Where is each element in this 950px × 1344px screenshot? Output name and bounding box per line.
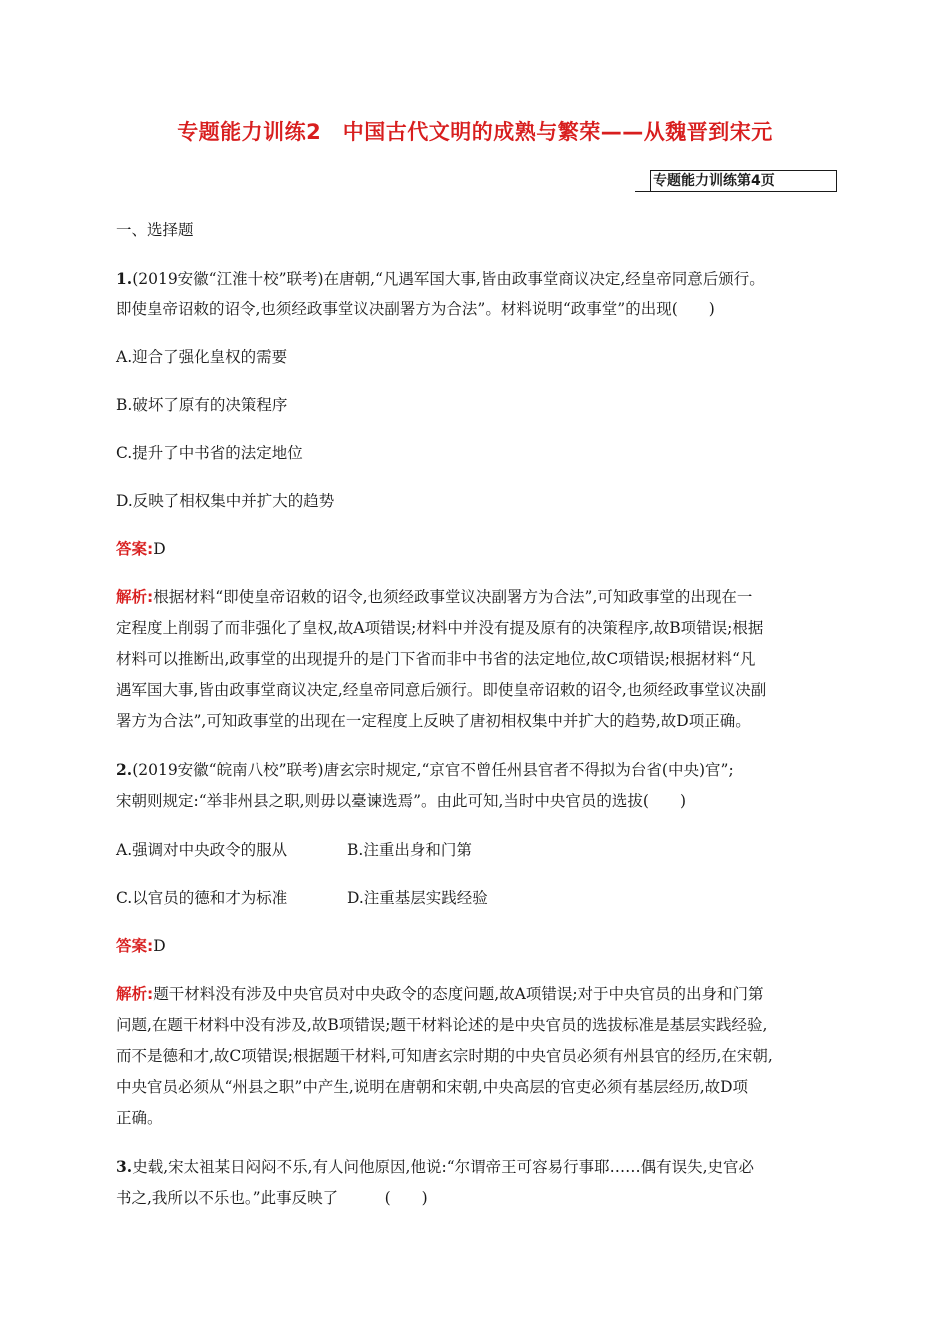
q2-analysis-line-5: 正确。 bbox=[116, 1109, 163, 1127]
q2-analysis-line-4: 中央官员必须从“州县之职”中产生,说明在唐朝和宋朝,中央高层的官吏必须有基层经历,故D项 bbox=[116, 1078, 749, 1096]
q1-analysis-line-1 bbox=[116, 587, 752, 607]
q1-number: 1. bbox=[116, 269, 133, 288]
q2-analysis-line-1 bbox=[116, 984, 764, 1004]
q2-analysis-line-2: 问题,在题干材料中没有涉及,故B项错误;题干材料论述的是中央官员的选拔标准是基层实践经验, bbox=[116, 1016, 768, 1034]
section-heading: 一、选择题 bbox=[116, 221, 194, 239]
q1-option-a: A.迎合了强化皇权的需要 bbox=[116, 348, 288, 366]
q2-answer bbox=[116, 936, 166, 956]
q1-stem-text-1: (2019安徽“江淮十校”联考)在唐朝,“凡遇军国大事,皆由政事堂商议决定,经皇帝同意后颁行。 bbox=[132, 270, 765, 288]
q2-analysis-line-3: 而不是德和才,故C项错误;根据题干材料,可知唐玄宗时期的中央官员必须有州县官的经历,在宋朝, bbox=[116, 1047, 773, 1065]
q1-analysis-text-1: 根据材料“即使皇帝诏敕的诏令,也须经政事堂议决副署方为合法”,可知政事堂的出现在一 bbox=[153, 588, 753, 606]
q2-option-b: B.注重出身和门第 bbox=[347, 841, 472, 859]
q1-analysis-line-3: 材料可以推断出,政事堂的出现提升的是门下省而非中书省的法定地位,故C项错误;根据材料“凡 bbox=[116, 650, 756, 668]
q2-option-a: A.强调对中央政令的服从 bbox=[116, 841, 288, 859]
q2-number: 2. bbox=[116, 760, 133, 779]
q1-stem-line-2: 即使皇帝诏敕的诏令,也须经政事堂议决副署方为合法”。材料说明“政事堂”的出现( ) bbox=[116, 300, 715, 318]
q3-stem-text-1: 史载,宋太祖某日闷闷不乐,有人问他原因,他说:“尔谓帝王可容易行事耶……偶有误失,史官必 bbox=[132, 1158, 755, 1176]
q2-stem-line-2: 宋朝则规定:“举非州县之职,则毋以臺谏选焉”。由此可知,当时中央官员的选拔( ) bbox=[116, 792, 687, 810]
q1-analysis-label: 解析: bbox=[116, 588, 154, 606]
q3-stem-line-2: 书之,我所以不乐也。”此事反映了 ( ) bbox=[116, 1189, 428, 1207]
q1-analysis-line-5: 署方为合法”,可知政事堂的出现在一定程度上反映了唐初相权集中并扩大的趋势,故D项正确。 bbox=[116, 712, 751, 730]
q2-options-row-2 bbox=[116, 888, 616, 908]
q2-option-d: D.注重基层实践经验 bbox=[347, 889, 488, 907]
q3-number: 3. bbox=[116, 1157, 133, 1176]
q1-stem-line-1 bbox=[116, 269, 765, 289]
q1-analysis-line-4: 遇军国大事,皆由政事堂商议决定,经皇帝同意后颁行。即使皇帝诏敕的诏令,也须经政事堂议决副 bbox=[116, 681, 767, 699]
q2-analysis-text-1: 题干材料没有涉及中央官员对中央政令的态度问题,故A项错误;对于中央官员的出身和门第 bbox=[153, 985, 764, 1003]
q1-option-c: C.提升了中书省的法定地位 bbox=[116, 444, 303, 462]
page-reference-box bbox=[635, 170, 835, 192]
q1-option-b: B.破坏了原有的决策程序 bbox=[116, 396, 288, 414]
q2-stem-line-1 bbox=[116, 760, 734, 780]
page-reference-underline bbox=[635, 191, 650, 192]
q2-option-c: C.以官员的德和才为标准 bbox=[116, 889, 288, 907]
q2-answer-value: D bbox=[153, 937, 166, 955]
q1-answer-value: D bbox=[153, 540, 166, 558]
q2-answer-label: 答案: bbox=[116, 937, 154, 955]
q1-answer bbox=[116, 539, 166, 559]
q1-analysis-line-2: 定程度上削弱了而非强化了皇权,故A项错误;材料中并没有提及原有的决策程序,故B项错误;根据 bbox=[116, 619, 764, 637]
q2-options-row-1 bbox=[116, 840, 616, 860]
q1-option-d: D.反映了相权集中并扩大的趋势 bbox=[116, 492, 335, 510]
q2-analysis-label: 解析: bbox=[116, 985, 154, 1003]
q2-stem-text-1: (2019安徽“皖南八校”联考)唐玄宗时规定,“京官不曾任州县官者不得拟为台省(中央)官”; bbox=[132, 761, 734, 779]
q3-stem-line-1 bbox=[116, 1157, 754, 1177]
page-reference: 专题能力训练第4页 bbox=[650, 170, 837, 192]
q1-answer-label: 答案: bbox=[116, 540, 154, 558]
page-title: 专题能力训练2 中国古代文明的成熟与繁荣——从魏晋到宋元 bbox=[177, 120, 773, 144]
